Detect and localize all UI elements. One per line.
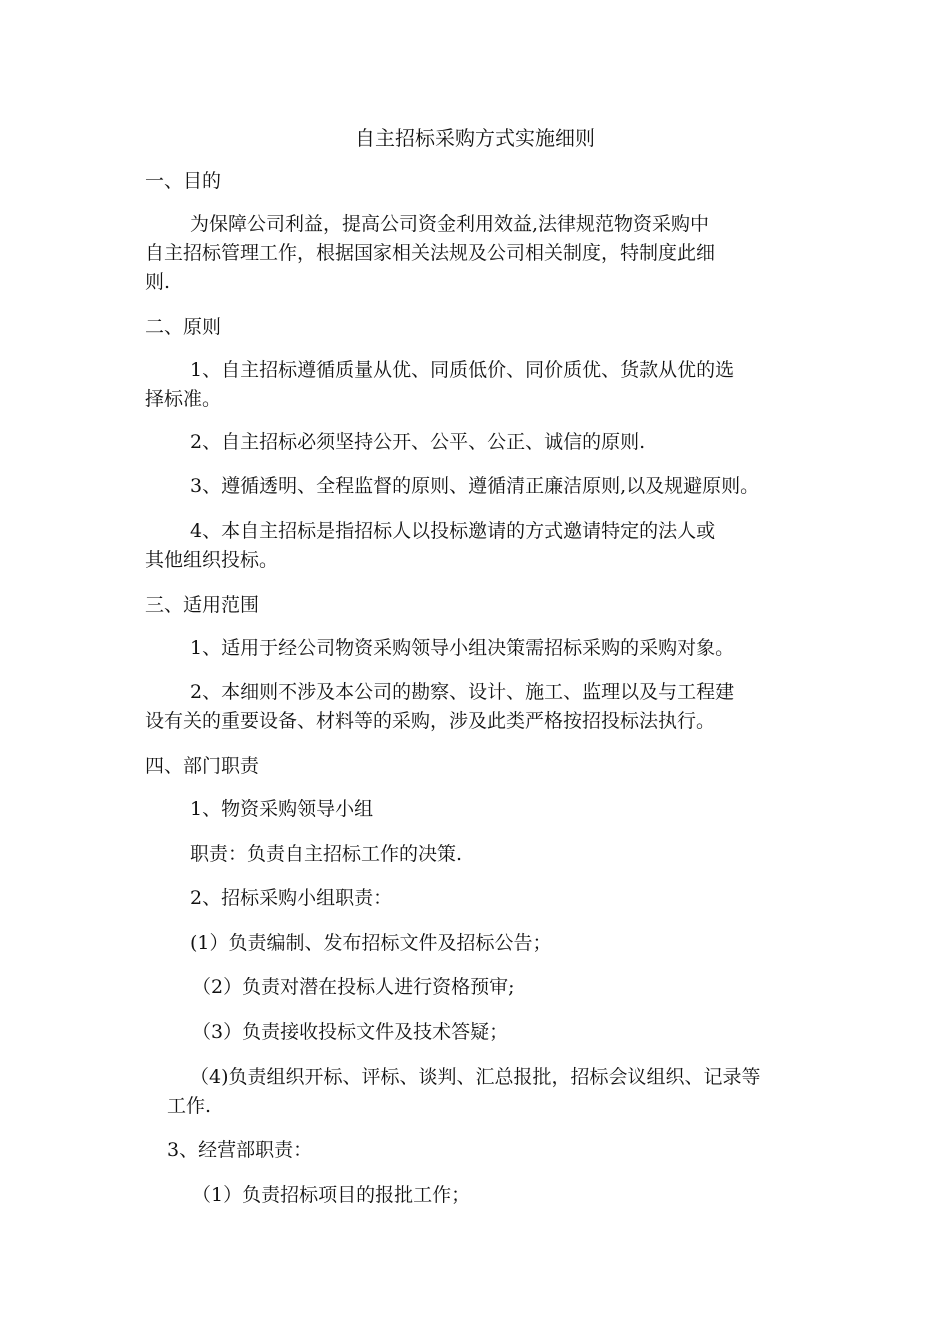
paragraph-line: （1）负责招标项目的报批工作； <box>192 1184 471 1206</box>
section-heading-principles: 二、原则 <box>145 316 222 338</box>
paragraph-line: 工作. <box>167 1095 212 1117</box>
paragraph-line: 职责：负责自主招标工作的决策. <box>190 843 463 865</box>
paragraph-line: 设有关的重要设备、材料等的采购，涉及此类严格按招投标法执行。 <box>145 710 716 732</box>
paragraph-line: 3、遵循透明、全程监督的原则、遵循清正廉洁原则,以及规避原则。 <box>190 475 760 497</box>
paragraph-line: 4、本自主招标是指招标人以投标邀请的方式邀请特定的法人或 <box>190 520 716 542</box>
paragraph-line: 1、物资采购领导小组 <box>190 798 374 820</box>
section-heading-purpose: 一、目的 <box>145 170 222 192</box>
section-heading-scope: 三、适用范围 <box>145 594 260 616</box>
paragraph-line: （3）负责接收投标文件及技术答疑； <box>192 1021 509 1043</box>
paragraph-line: 择标准。 <box>145 388 222 410</box>
paragraph-line: 其他组织投标。 <box>145 549 279 571</box>
paragraph-line: 为保障公司利益，提高公司资金利用效益,法律规范物资采购中 <box>190 213 710 235</box>
paragraph-line: 1、自主招标遵循质量从优、同质低价、同价质优、货款从优的选 <box>190 359 735 381</box>
paragraph-line: （2）负责对潜在投标人进行资格预审; <box>192 976 515 998</box>
document-title: 自主招标采购方式实施细则 <box>355 126 595 150</box>
paragraph-line: 2、招标采购小组职责： <box>190 887 393 909</box>
paragraph-line: (1）负责编制、发布招标文件及招标公告； <box>190 932 552 954</box>
paragraph-line: 则. <box>145 271 171 293</box>
paragraph-line: 自主招标管理工作，根据国家相关法规及公司相关制度，特制度此细 <box>145 242 716 264</box>
paragraph-line: 2、本细则不涉及本公司的勘察、设计、施工、监理以及与工程建 <box>190 681 735 703</box>
paragraph-line: （4)负责组织开标、评标、谈判、汇总报批，招标会议组织、记录等 <box>190 1066 761 1088</box>
paragraph-line: 1、适用于经公司物资采购领导小组决策需招标采购的采购对象。 <box>190 637 735 659</box>
paragraph-line: 3、经营部职责： <box>167 1139 313 1161</box>
section-heading-responsibilities: 四、部门职责 <box>145 755 260 777</box>
paragraph-line: 2、自主招标必须坚持公开、公平、公正、诚信的原则. <box>190 431 646 453</box>
